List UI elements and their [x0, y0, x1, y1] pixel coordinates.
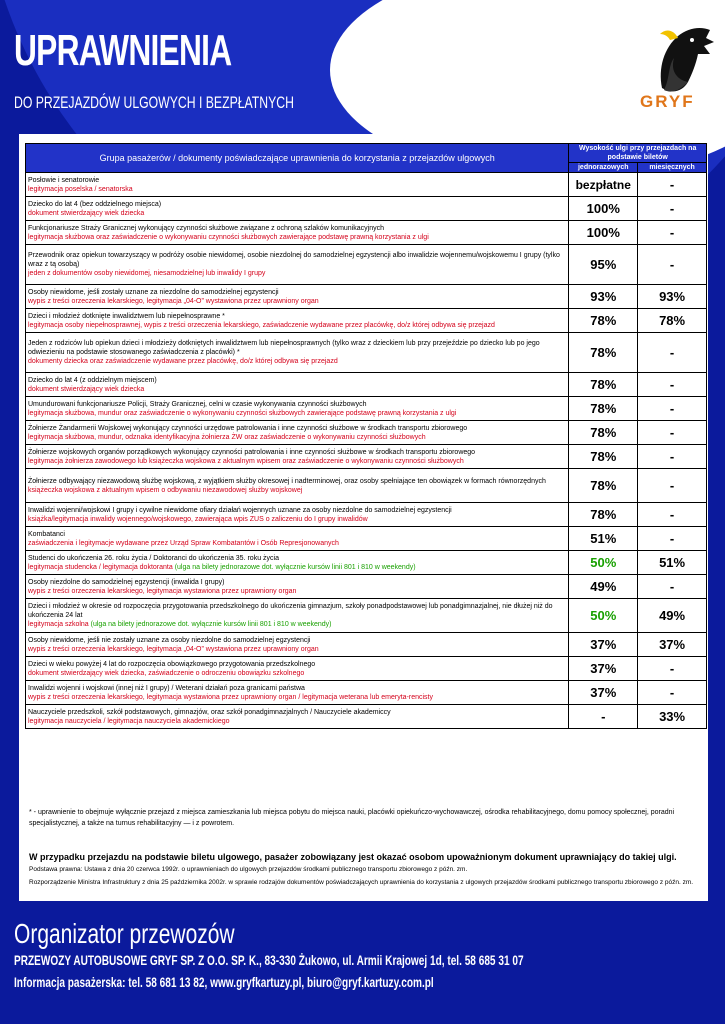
monthly-ticket-value: -: [638, 657, 707, 681]
table-row: [26, 599, 707, 633]
table-row: [26, 503, 707, 527]
row-document-text: dokument stwierdzający wiek dziecka, zaświadczenie o odroczeniu obowiązku szkolnego: [28, 669, 305, 677]
table-row: [26, 421, 707, 445]
row-description: [26, 551, 569, 575]
row-person: Dzieci i młodzież w okresie od rozpoczęcia przygotowania przedszkolnego do ukończenia gimnazjum, szkoły ponadpodstawowej lub ponadgimnazjalnej, nie dłużej niż do ukończenia 24 lat: [28, 603, 553, 619]
row-document: [28, 563, 566, 572]
monthly-ticket-value: 78%: [638, 309, 707, 333]
row-document-text: legitymacja żołnierza zawodowego lub książeczka wojskowa z aktualnym wpisem oraz zaświadczenie o wykonywaniu czynności służbowych: [28, 457, 464, 465]
row-person: Żołnierze Żandarmerii Wojskowej wykonujący czynności urzędowe patrolowania i inne czynności służbowe w środkach transportu zbiorowego: [28, 424, 468, 432]
single-ticket-value: 78%: [569, 333, 638, 373]
row-document-text: książka/legitymacja inwalidy wojennego/wojskowego, zawierająca wpis ZUS o zaliczeniu do I grupy inwalidów: [28, 515, 368, 523]
row-document: [28, 587, 566, 596]
row-person: Żołnierze wojskowych organów porządkowych wykonujący czynności patrolowania i inne czynności służbowe w środkach transportu zbiorowego: [28, 448, 476, 456]
table-row: [26, 397, 707, 421]
single-ticket-value: 78%: [569, 421, 638, 445]
single-ticket-value: bezpłatne: [569, 173, 638, 197]
table-row: [26, 705, 707, 729]
table-row: [26, 309, 707, 333]
row-document-text: legitymacja służbowa, mundur oraz zaświadczenie o wykonywaniu czynności służbowych zawierające podstawę prawną korzystania z ulgi: [28, 409, 457, 417]
single-ticket-value: 49%: [569, 575, 638, 599]
single-ticket-value: 100%: [569, 197, 638, 221]
row-document: [28, 433, 566, 442]
monthly-ticket-value: -: [638, 575, 707, 599]
row-person: Dziecko do lat 4 (bez oddzielnego miejsca): [28, 200, 162, 208]
row-document-text: dokument stwierdzający wiek dziecka: [28, 385, 145, 393]
single-ticket-value: 78%: [569, 373, 638, 397]
single-ticket-value: 100%: [569, 221, 638, 245]
table-row: [26, 681, 707, 705]
row-person: Przewodnik oraz opiekun towarzyszący w podróży osobie niewidomej, osobie niezdolnej do samodzielnej egzystencji albo inwalidzie wojennemu/wojskowemu I grupy (tylko wraz z tą osobą): [28, 252, 560, 268]
row-document: [28, 669, 566, 678]
monthly-ticket-value: -: [638, 681, 707, 705]
table-row: [26, 445, 707, 469]
single-ticket-value: -: [569, 705, 638, 729]
monthly-ticket-value: -: [638, 469, 707, 503]
table-row: [26, 333, 707, 373]
row-document-text: wypis z treści orzeczenia lekarskiego, legitymacja „04-O” wystawiona przez uprawniony organ: [28, 297, 319, 305]
monthly-ticket-value: 49%: [638, 599, 707, 633]
row-person: Kombatanci: [28, 530, 65, 538]
row-note: (ulga na bilety jednorazowe dot. wyłącznie kursów linii 801 i 810 w weekendy): [174, 563, 416, 571]
single-ticket-value: 78%: [569, 309, 638, 333]
row-description: [26, 197, 569, 221]
row-person: Nauczyciele przedszkoli, szkół podstawowych, gimnazjów, oraz szkół ponadgimnazjalnych / Nauczyciele akademiccy: [28, 708, 391, 716]
row-document-text: legitymacja służbowa oraz zaświadczenie o wykonywaniu czynności służbowych zawierające podstawę prawną korzystania z ulgi: [28, 233, 429, 241]
single-ticket-value: 93%: [569, 285, 638, 309]
row-document: [28, 409, 566, 418]
row-document: [28, 269, 566, 278]
discount-header: Wysokość ulgi przy przejazdach na podstawie biletów: [569, 144, 707, 163]
table-row: [26, 657, 707, 681]
monthly-ticket-value: -: [638, 503, 707, 527]
row-description: [26, 633, 569, 657]
monthly-ticket-value: -: [638, 445, 707, 469]
table-body: [26, 173, 707, 729]
organizer-title: Organizator przewozów: [14, 918, 235, 949]
group-header: Grupa pasażerów / dokumenty poświadczające uprawnienia do korzystania z przejazdów ulgowych: [26, 144, 569, 173]
row-document: [28, 357, 566, 366]
row-document: [28, 209, 566, 218]
row-document: [28, 515, 566, 524]
row-document: [28, 297, 566, 306]
table-row: [26, 245, 707, 285]
row-person: Osoby niezdolne do samodzielnej egzystencji (inwalida I grupy): [28, 578, 225, 586]
col-single-header: jednorazowych: [569, 163, 638, 173]
table-row: [26, 469, 707, 503]
table-row: [26, 373, 707, 397]
row-document: [28, 457, 566, 466]
table-row: [26, 197, 707, 221]
single-ticket-value: 78%: [569, 503, 638, 527]
row-description: [26, 527, 569, 551]
row-description: [26, 285, 569, 309]
single-ticket-value: 37%: [569, 681, 638, 705]
row-document: [28, 717, 566, 726]
row-document-text: książeczka wojskowa z aktualnym wpisem o odbywaniu niezawodowej służby wojskowej: [28, 486, 303, 494]
row-description: [26, 705, 569, 729]
monthly-ticket-value: -: [638, 221, 707, 245]
row-person: Osoby niewidome, jeśli nie zostały uznane za osoby niezdolne do samodzielnej egzystencji: [28, 636, 311, 644]
row-description: [26, 373, 569, 397]
table-row: [26, 173, 707, 197]
logo-text: GRYF: [640, 92, 695, 111]
single-ticket-value: 78%: [569, 469, 638, 503]
row-document-text: wypis z treści orzeczenia lekarskiego, legitymacja wystawiona przez uprawniony organ / legitymacja weterana lub emeryta-rencisty: [28, 693, 434, 701]
row-description: [26, 657, 569, 681]
monthly-ticket-value: -: [638, 173, 707, 197]
row-description: [26, 421, 569, 445]
notice: W przypadku przejazdu na podstawie biletu ulgowego, pasażer zobowiązany jest okazać osobom upoważnionym dokument uprawniający do takiej ulgi.: [29, 852, 677, 862]
monthly-ticket-value: 33%: [638, 705, 707, 729]
monthly-ticket-value: 51%: [638, 551, 707, 575]
row-document: [28, 185, 566, 194]
row-document: [28, 539, 566, 548]
row-document-text: legitymacja studencka / legitymacja doktoranta: [28, 563, 173, 571]
row-document-text: jeden z dokumentów osoby niewidomej, niesamodzielnej lub inwalidy I grupy: [28, 270, 266, 277]
row-person: Posłowie i senatorowie: [28, 176, 100, 184]
monthly-ticket-value: 93%: [638, 285, 707, 309]
row-person: Osoby niewidome, jeśli zostały uznane za niezdolne do samodzielnej egzystencji: [28, 288, 279, 296]
row-note: (ulga na bilety jednorazowe dot. wyłącznie kursów linii 801 i 810 w weekendy): [90, 621, 332, 628]
row-document-text: wypis z treści orzeczenia lekarskiego, legitymacja „04-O” wystawiona przez uprawniony organ: [28, 645, 319, 653]
table-row: [26, 527, 707, 551]
row-person: Inwalidzi wojenni i wojskowi (innej niż I grupy) / Weterani działań poza granicami państwa: [28, 684, 305, 692]
row-person: Inwalidzi wojenni/wojskowi I grupy i cywilne niewidome ofiary działań wojennych uznane za osoby niezdolne do samodzielnej egzystencji: [28, 506, 452, 514]
monthly-ticket-value: -: [638, 197, 707, 221]
permissions-table: [25, 143, 707, 729]
row-document-text: legitymacja nauczyciela / legitymacja nauczyciela akademickiego: [28, 717, 230, 725]
monthly-ticket-value: -: [638, 333, 707, 373]
table-row: [26, 221, 707, 245]
row-description: [26, 575, 569, 599]
row-document-text: legitymacja szkolna: [28, 621, 89, 628]
row-description: [26, 245, 569, 285]
row-person: Umundurowani funkcjonariusze Policji, Straży Granicznej, celni w czasie wykonywania czynności służbowych: [28, 400, 367, 408]
row-document: [28, 321, 566, 330]
row-description: [26, 309, 569, 333]
row-description: [26, 333, 569, 373]
row-description: [26, 503, 569, 527]
row-description: [26, 599, 569, 633]
row-person: Jeden z rodziców lub opiekun dzieci i młodzieży dotkniętych inwalidztwem lub niepełnosprawnych (tylko wraz z dzieckiem lub przy przejeździe po dziecko lub po jego odwiezieniu na podstawie stosowanego zaświadczenia z placówki) *: [28, 340, 540, 356]
row-document-text: dokument stwierdzający wiek dziecka: [28, 209, 145, 217]
row-description: [26, 469, 569, 503]
row-person: Dziecko do lat 4 (z oddzielnym miejscem): [28, 376, 157, 384]
row-description: [26, 221, 569, 245]
row-document-text: legitymacja poselska / senatorska: [28, 185, 133, 193]
law-regulation: Rozporządzenie Ministra Infrastruktury z dnia 25 października 2002r. w sprawie rodzajów dokumentów poświadczających uprawnienia do korzystania z ulgowych przejazdów środkami publicznego transportu zbiorowego z późn. zm.: [29, 879, 694, 886]
single-ticket-value: 37%: [569, 657, 638, 681]
row-person: Dzieci w wieku powyżej 4 lat do rozpoczęcia obowiązkowego przygotowania przedszkolnego: [28, 660, 316, 668]
single-ticket-value: 50%: [569, 599, 638, 633]
page-title: UPRAWNIENIA: [14, 26, 232, 75]
law-basis: Podstawa prawna: Ustawa z dnia 20 czerwca 1992r. o uprawnieniach do ulgowych przejazdów środkami publicznego transportu zbiorowego z późn. zm.: [29, 866, 468, 873]
row-document-text: wypis z treści orzeczenia lekarskiego, legitymacja wystawiona przez uprawniony organ: [28, 587, 297, 595]
row-document: [28, 620, 566, 629]
single-ticket-value: 37%: [569, 633, 638, 657]
monthly-ticket-value: -: [638, 397, 707, 421]
organizer-address: PRZEWOZY AUTOBUSOWE GRYF SP. Z O.O. SP. K., 83-330 Żukowo, ul. Armii Krajowej 1d, tel. 58 685 31 07: [14, 952, 524, 968]
monthly-ticket-value: -: [638, 421, 707, 445]
row-person: Żołnierze odbywający niezawodową służbę wojskową, z wyjątkiem służby okresowej i nadterminowej, oraz osoby spełniające ten obowiązek w formach równorzędnych: [28, 477, 546, 485]
monthly-ticket-value: 37%: [638, 633, 707, 657]
row-person: Funkcjonariusze Straży Granicznej wykonujący czynności służbowe związane z ochroną szlaków komunikacyjnych: [28, 224, 384, 232]
monthly-ticket-value: -: [638, 245, 707, 285]
row-document-text: legitymacja służbowa, mundur, odznaka identyfikacyjna żołnierza ŻW oraz zaświadczenie o wykonywaniu czynności służbowych: [28, 433, 426, 441]
page-subtitle: DO PRZEJAZDÓW ULGOWYCH I BEZPŁATNYCH: [14, 93, 294, 112]
col-monthly-header: miesięcznych: [638, 163, 707, 173]
row-person: Studenci do ukończenia 26. roku życia / Doktoranci do ukończenia 35. roku życia: [28, 554, 279, 562]
row-description: [26, 681, 569, 705]
footnote: * - uprawnienie to obejmuje wyłącznie przejazd z miejsca zamieszkania lub miejsca pobytu do miejsca nauki, placówki opiekuńczo-wychowawczej, ośrodka rehabilitacyjnego, domu pomocy społecznej, poradni specjalistycznej, a także na turnus rehabilitacyjny — i z powrotem.: [29, 809, 675, 827]
row-document: [28, 233, 566, 242]
permissions-panel: [19, 134, 708, 901]
row-document: [28, 486, 566, 495]
monthly-ticket-value: -: [638, 373, 707, 397]
table-row: [26, 575, 707, 599]
row-document: [28, 693, 566, 702]
row-person: Dzieci i młodzież dotknięte inwalidztwem lub niepełnosprawne *: [28, 312, 225, 320]
table-row: [26, 551, 707, 575]
organizer-contact: Informacja pasażerska: tel. 58 681 13 82, www.gryfkartuzy.pl, biuro@gryf.kartuzy.com.pl: [14, 974, 434, 990]
table-row: [26, 633, 707, 657]
single-ticket-value: 78%: [569, 445, 638, 469]
row-description: [26, 397, 569, 421]
single-ticket-value: 95%: [569, 245, 638, 285]
row-description: [26, 173, 569, 197]
monthly-ticket-value: -: [638, 527, 707, 551]
row-document-text: zaświadczenia i legitymacje wydawane przez Urząd Spraw Kombatantów i Osób Represjonowanych: [28, 539, 339, 547]
row-document-text: dokumenty dziecka oraz zaświadczenie wydawane przez placówkę, do/z której odbywa się przejazd: [28, 358, 338, 365]
row-document: [28, 385, 566, 394]
row-document: [28, 645, 566, 654]
row-description: [26, 445, 569, 469]
single-ticket-value: 78%: [569, 397, 638, 421]
single-ticket-value: 51%: [569, 527, 638, 551]
row-document-text: legitymacja osoby niepełnosprawnej, wypis z treści orzeczenia lekarskiego, zaświadczenie wydawane przez placówkę, do/z której odbywa się przejazd: [28, 321, 495, 329]
single-ticket-value: 50%: [569, 551, 638, 575]
table-row: [26, 285, 707, 309]
